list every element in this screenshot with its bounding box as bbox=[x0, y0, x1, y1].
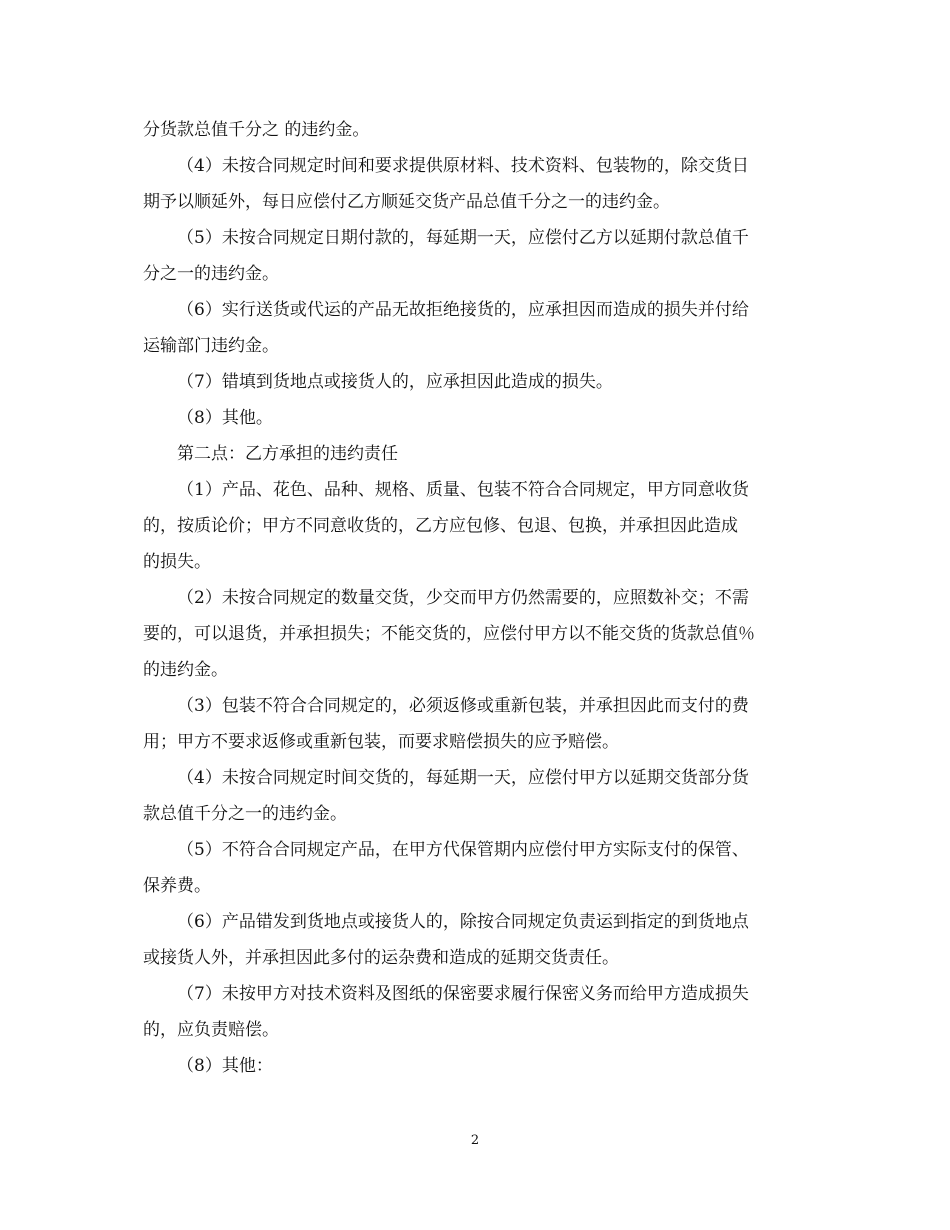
text-line: 的损失。 bbox=[143, 552, 211, 572]
text-line: 运输部门违约金。 bbox=[143, 336, 279, 356]
section-heading: 第二点：乙方承担的违约责任 bbox=[177, 444, 398, 464]
text-line: 分货款总值千分之 的违约金。 bbox=[143, 120, 370, 140]
text-line: 要的，可以退货，并承担损失；不能交货的，应偿付甲方以不能交货的货款总值％ bbox=[143, 624, 755, 644]
text-line: （3）包装不符合合同规定的，必须返修或重新包装，并承担因此而支付的费 bbox=[177, 696, 749, 716]
text-line: （4）未按合同规定时间和要求提供原材料、技术资料、包装物的，除交货日 bbox=[177, 156, 749, 176]
page-number: 2 bbox=[470, 1133, 480, 1148]
text-line: 的，按质论价；甲方不同意收货的，乙方应包修、包退、包换，并承担因此造成 bbox=[143, 516, 738, 536]
text-line: 的，应负责赔偿。 bbox=[143, 1020, 279, 1040]
text-line: （7）未按甲方对技术资料及图纸的保密要求履行保密义务而给甲方造成损失 bbox=[177, 984, 749, 1004]
text-line: （4）未按合同规定时间交货的，每延期一天，应偿付甲方以延期交货部分货 bbox=[177, 768, 749, 788]
text-line: （5）不符合合同规定产品，在甲方代保管期内应偿付甲方实际支付的保管、 bbox=[177, 840, 749, 860]
text-line: （8）其他： bbox=[177, 1056, 273, 1076]
text-line: （2）未按合同规定的数量交货，少交而甲方仍然需要的，应照数补交；不需 bbox=[177, 588, 749, 608]
text-line: 分之一的违约金。 bbox=[143, 264, 279, 284]
text-line: （8）其他。 bbox=[177, 408, 273, 428]
text-line: （6）实行送货或代运的产品无故拒绝接货的，应承担因而造成的损失并付给 bbox=[177, 300, 749, 320]
text-line: （6）产品错发到货地点或接货人的，除按合同规定负责运到指定的到货地点 bbox=[177, 912, 749, 932]
text-line: （7）错填到货地点或接货人的，应承担因此造成的损失。 bbox=[177, 372, 613, 392]
text-line: （1）产品、花色、品种、规格、质量、包装不符合合同规定，甲方同意收货 bbox=[177, 480, 749, 500]
text-line: 期予以顺延外，每日应偿付乙方顺延交货产品总值千分之一的违约金。 bbox=[143, 192, 670, 212]
text-line: （5）未按合同规定日期付款的，每延期一天，应偿付乙方以延期付款总值千 bbox=[177, 228, 749, 248]
document-body bbox=[143, 118, 815, 1090]
text-line: 款总值千分之一的违约金。 bbox=[143, 804, 347, 824]
text-line: 或接货人外，并承担因此多付的运杂费和造成的延期交货责任。 bbox=[143, 948, 619, 968]
text-line: 用；甲方不要求返修或重新包装，而要求赔偿损失的应予赔偿。 bbox=[143, 732, 619, 752]
text-line: 保养费。 bbox=[143, 876, 211, 896]
text-line: 的违约金。 bbox=[143, 660, 228, 680]
